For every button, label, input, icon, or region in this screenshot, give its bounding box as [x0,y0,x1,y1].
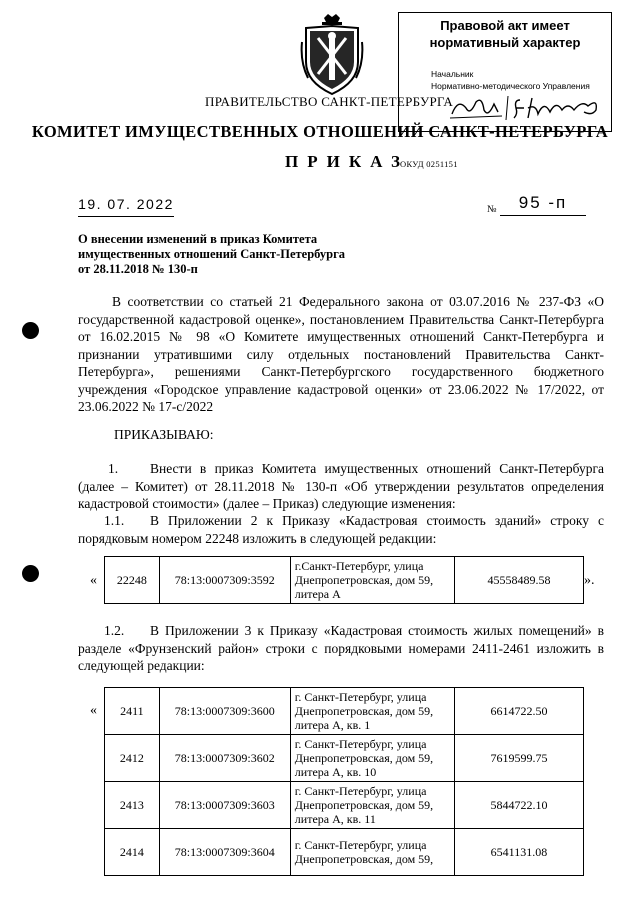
number-sign: № [487,204,497,215]
table-row [105,557,584,604]
document-type-title: ПРИКАЗ [285,152,409,171]
document-number: 95 -п [500,193,586,216]
address-cell: г. Санкт-Петербург, улица Днепропетровская, дом 59, литера А, кв. 1 [290,688,454,735]
table1-close-quote: ». [584,573,595,588]
address-cell: г.Санкт-Петербург, улица Днепропетровская, дом 59, литера А [290,557,454,604]
subject-line1: О внесении изменений в приказ Комитета [78,232,318,246]
punch-hole [22,322,39,339]
committee-name: КОМИТЕТ ИМУЩЕСТВЕННЫХ ОТНОШЕНИЙ САНКТ-ПЕТЕРБУРГА [31,122,609,141]
item1-number: 1. [108,461,119,476]
item12-text: В Приложении 3 к Приказу «Кадастровая стоимость жилых помещений» в разделе «Фрунзенский район» строки с порядковыми номерами 2411-2461 изложить в следующей редакции: [78,623,604,673]
cadastral-number-cell: 78:13:0007309:3602 [159,735,290,782]
subject-line3: от 28.11.2018 № 130-п [78,262,198,276]
subject-line2: имущественных отношений Санкт-Петербурга [78,247,346,261]
cadastral-number-cell: 78:13:0007309:3600 [159,688,290,735]
address-cell: г. Санкт-Петербург, улица Днепропетровская, дом 59, [290,829,454,876]
item11-number: 1.1. [104,513,125,528]
row-number-cell: 2413 [105,782,160,829]
row-number-cell: 2411 [105,688,160,735]
address-cell: г. Санкт-Петербург, улица Днепропетровская, дом 59, литера А, кв. 11 [290,782,454,829]
okud-code: ОКУД 0251151 [400,159,458,169]
table-row [105,688,584,735]
government-name: ПРАВИТЕЛЬСТВО САНКТ-ПЕТЕРБУРГА [205,94,454,109]
preamble-paragraph: В соответствии со статьей 21 Федерального закона от 03.07.2016 № 237-ФЗ «О государственной кадастровой оценке», постановлением Правительства Санкт-Петербурга от 16.02.2015 № 98 «О Комитете имущественных отношений Санкт-Петербурга и признании утратившими силу отдельных постановлений Правительства Санкт-Петербурга», решениями Санкт-Петербургского государственного бюджетного учреждения «Городское управление кадастровой оценки» от 23.06.2022 № 17/2022, от 23.06.2022 № 17-с/2022 [78,294,604,414]
cadastral-number-cell: 78:13:0007309:3592 [159,557,290,604]
cadastral-value-cell: 6614722.50 [454,688,583,735]
table2-open-quote: « [90,703,97,718]
table1-open-quote: « [90,573,97,588]
stamp-title-line2: нормативный характер [429,35,581,50]
stamp-title [399,17,611,51]
cadastral-value-cell: 6541131.08 [454,829,583,876]
stamp-title-line1: Правовой акт имеет [440,18,570,33]
document-date: 19. 07. 2022 [78,196,174,217]
item12-number: 1.2. [104,623,125,638]
table-row [105,829,584,876]
punch-hole [22,565,39,582]
item11-text: В Приложении 2 к Приказу «Кадастровая стоимость зданий» строку с порядковым номером 22248 изложить в следующей редакции: [78,513,604,546]
table-row [105,735,584,782]
cadastral-number-cell: 78:13:0007309:3603 [159,782,290,829]
cadastral-value-cell: 45558489.58 [454,557,583,604]
building-cadastral-table [104,556,584,604]
handwritten-signature [448,92,618,124]
stamp-position-line2: Нормативно-методического Управления [431,81,590,91]
address-cell: г. Санкт-Петербург, улица Днепропетровская, дом 59, литера А, кв. 10 [290,735,454,782]
item1-text: Внести в приказ Комитета имущественных отношений Санкт-Петербурга (далее – Комитет) от 28.11.2018 № 130-п «Об утверждении результатов определения кадастровой стоимости» (далее – Приказ) следующие изменения: [78,461,604,511]
order-word: ПРИКАЗЫВАЮ: [114,427,214,442]
cadastral-number-cell: 78:13:0007309:3604 [159,829,290,876]
cadastral-value-cell: 7619599.75 [454,735,583,782]
table-row [105,782,584,829]
stamp-position-line1: Начальник [431,69,474,79]
row-number-cell: 2412 [105,735,160,782]
coat-of-arms-emblem [300,12,364,98]
row-number-cell: 2414 [105,829,160,876]
apartment-cadastral-table [104,687,584,876]
row-number-cell: 22248 [105,557,160,604]
document-subject [78,232,378,277]
cadastral-value-cell: 5844722.10 [454,782,583,829]
